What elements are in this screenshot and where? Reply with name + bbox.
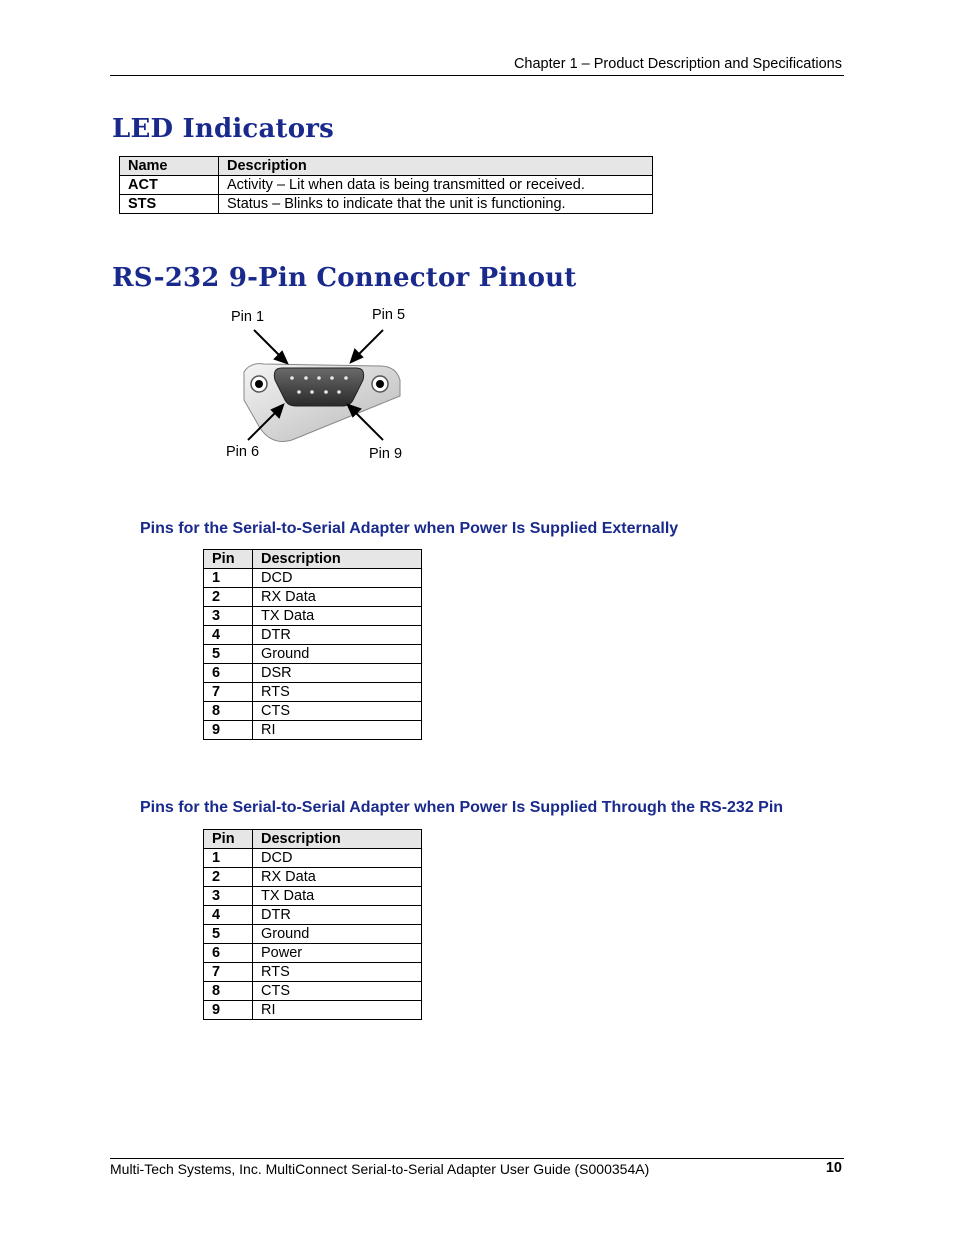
pin-description: RTS — [253, 683, 422, 702]
pin-description: CTS — [253, 982, 422, 1001]
pin-number: 6 — [204, 944, 253, 963]
pin-description: RI — [253, 1001, 422, 1020]
pin-description: DCD — [253, 569, 422, 588]
led-description: Activity – Lit when data is being transmitted or received. — [219, 176, 653, 195]
pin-number: 8 — [204, 702, 253, 721]
pin-number: 1 — [204, 849, 253, 868]
table-row — [120, 176, 653, 195]
rs232-power-title: Pins for the Serial-to-Serial Adapter when Power Is Supplied Through the RS-232 Pin — [140, 799, 784, 816]
rs232-power-pin-table — [203, 829, 422, 1020]
pin-description: Ground — [253, 925, 422, 944]
table-row — [204, 925, 422, 944]
pin-description: TX Data — [253, 607, 422, 626]
table-row — [204, 683, 422, 702]
footer-text: Multi-Tech Systems, Inc. MultiConnect Serial-to-Serial Adapter User Guide (S000354A) — [110, 1161, 650, 1177]
pin9-arrow — [353, 410, 383, 440]
table-row — [204, 944, 422, 963]
pinout-section-title: RS-232 9-Pin Connector Pinout — [112, 263, 577, 293]
column-header: Pin — [204, 830, 253, 849]
external-power-pin-table — [203, 549, 422, 740]
pin-description: TX Data — [253, 887, 422, 906]
pin1-label: Pin 1 — [231, 309, 265, 325]
table-row — [204, 963, 422, 982]
table-row — [204, 721, 422, 740]
table-header-row — [120, 157, 653, 176]
table-row — [204, 906, 422, 925]
external-power-title: Pins for the Serial-to-Serial Adapter when Power Is Supplied Externally — [140, 520, 679, 537]
table-row — [204, 645, 422, 664]
pin-number: 4 — [204, 906, 253, 925]
table-row — [204, 1001, 422, 1020]
column-header: Pin — [204, 550, 253, 569]
pin5-arrow — [356, 330, 383, 357]
pin-number: 3 — [204, 607, 253, 626]
table-row — [204, 887, 422, 906]
column-header: Description — [253, 550, 422, 569]
pin-description: RX Data — [253, 868, 422, 887]
pin-number: 2 — [204, 868, 253, 887]
led-section-title: LED Indicators — [112, 114, 334, 144]
pin-number: 2 — [204, 588, 253, 607]
pin-description: RI — [253, 721, 422, 740]
pin-description: DCD — [253, 849, 422, 868]
column-header: Description — [219, 157, 653, 176]
pin-number: 7 — [204, 683, 253, 702]
column-header: Name — [120, 157, 219, 176]
pin-description: DTR — [253, 626, 422, 645]
table-row — [204, 569, 422, 588]
pin9-label: Pin 9 — [369, 446, 403, 462]
table-row — [204, 607, 422, 626]
column-header: Description — [253, 830, 422, 849]
footer-divider — [110, 1158, 844, 1159]
pin-description: RX Data — [253, 588, 422, 607]
pin-number: 4 — [204, 626, 253, 645]
led-indicators-table — [119, 156, 653, 214]
table-row — [204, 849, 422, 868]
led-name: STS — [120, 195, 219, 214]
pin-description: DTR — [253, 906, 422, 925]
pin-number: 5 — [204, 925, 253, 944]
table-row — [120, 195, 653, 214]
pin-description: DSR — [253, 664, 422, 683]
table-header-row — [204, 550, 422, 569]
table-row — [204, 664, 422, 683]
page-number: 10 — [825, 1160, 842, 1176]
pin6-label: Pin 6 — [226, 444, 260, 460]
pin-number: 9 — [204, 1001, 253, 1020]
table-row — [204, 702, 422, 721]
page-header: Chapter 1 – Product Description and Specifications — [513, 56, 842, 72]
pin-description: Power — [253, 944, 422, 963]
pin-number: 1 — [204, 569, 253, 588]
pin-number: 5 — [204, 645, 253, 664]
mount-hole-right-center — [376, 380, 384, 388]
pin-number: 9 — [204, 721, 253, 740]
pin-description: RTS — [253, 963, 422, 982]
pin-number: 6 — [204, 664, 253, 683]
table-row — [204, 588, 422, 607]
table-row — [204, 626, 422, 645]
mount-hole-left-center — [255, 380, 263, 388]
header-divider — [110, 75, 844, 76]
pin-number: 7 — [204, 963, 253, 982]
table-row — [204, 868, 422, 887]
pin-number: 3 — [204, 887, 253, 906]
table-row — [204, 982, 422, 1001]
pin-description: Ground — [253, 645, 422, 664]
led-name: ACT — [120, 176, 219, 195]
connector-shell — [274, 368, 363, 406]
table-header-row — [204, 830, 422, 849]
pin-description: CTS — [253, 702, 422, 721]
pin-number: 8 — [204, 982, 253, 1001]
pin5-label: Pin 5 — [372, 307, 406, 323]
led-description: Status – Blinks to indicate that the unit is functioning. — [219, 195, 653, 214]
pin1-arrow — [254, 330, 282, 358]
